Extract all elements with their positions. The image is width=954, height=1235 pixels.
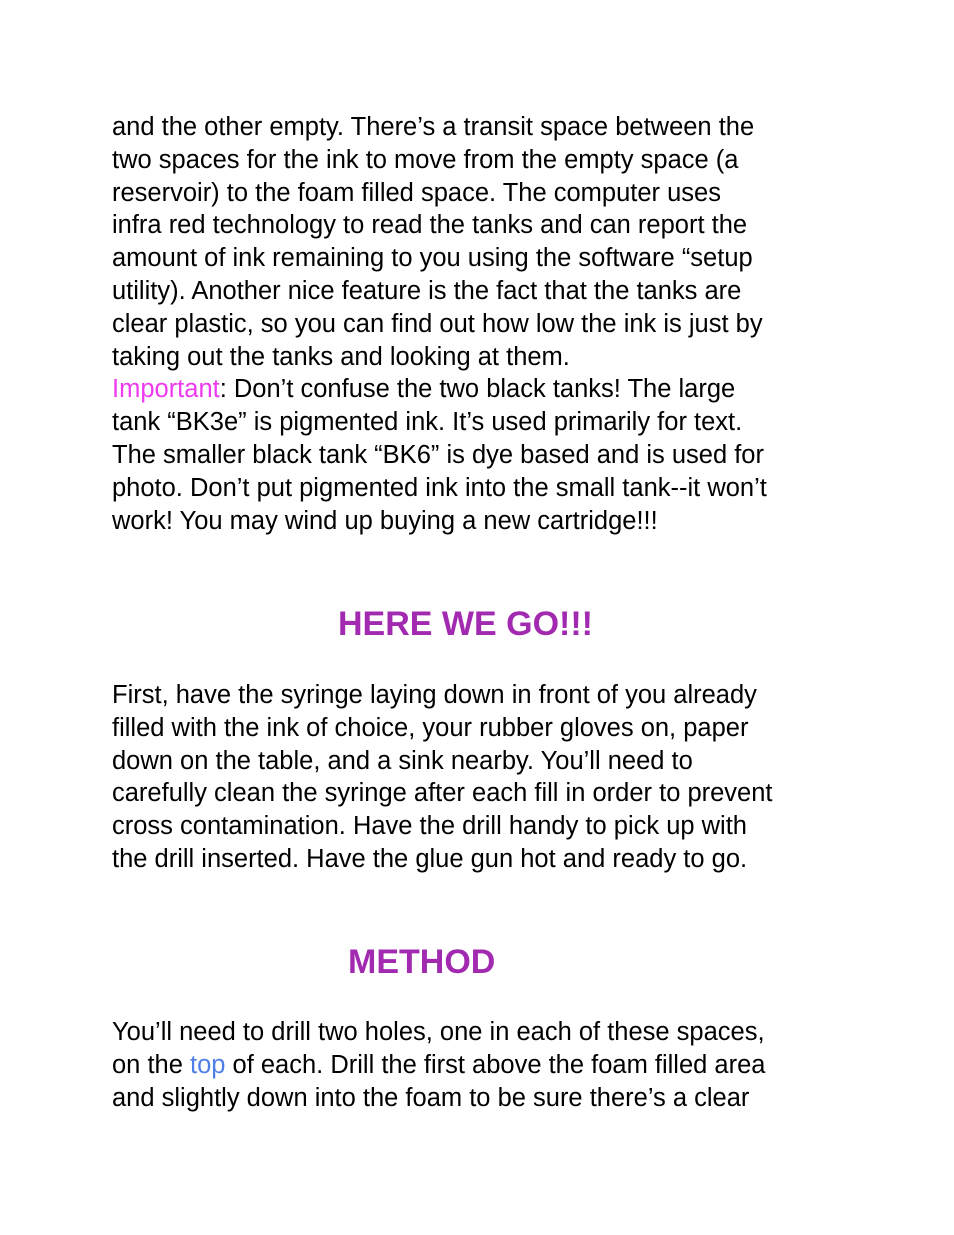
paragraph-line: The smaller black tank “BK6” is dye based and is used for <box>112 440 764 469</box>
paragraph-preparation <box>112 679 852 876</box>
paragraph-line: and slightly down into the foam to be sure there’s a clear <box>112 1083 750 1112</box>
paragraph-line: clear plastic, so you can find out how low the ink is just by <box>112 309 763 338</box>
paragraph-text: on the <box>112 1050 190 1079</box>
paragraph-text: of each. Drill the first above the foam filled area <box>225 1050 766 1079</box>
important-note-text: : Don’t confuse the two black tanks! The large <box>219 375 736 404</box>
paragraph-line-with-link <box>112 1049 852 1082</box>
paragraph-line: carefully clean the syringe after each fill in order to prevent <box>112 779 773 808</box>
paragraph-line: You’ll need to drill two holes, one in each of these spaces, <box>112 1018 765 1046</box>
paragraph-method <box>112 1016 852 1114</box>
paragraph-line: photo. Don’t put pigmented ink into the small tank--it won’t <box>112 473 767 502</box>
paragraph-line: amount of ink remaining to you using the software “setup <box>112 244 753 273</box>
important-note-first-line <box>112 373 852 406</box>
top-link[interactable]: top <box>189 1050 226 1079</box>
heading-here-we-go: HERE WE GO!!! <box>338 605 593 643</box>
paragraph-tank-description <box>112 111 852 537</box>
paragraph-line: First, have the syringe laying down in front of you already <box>112 681 757 709</box>
paragraph-line: down on the table, and a sink nearby. You’ll need to <box>112 746 693 775</box>
paragraph-line: cross contamination. Have the drill handy to pick up with <box>112 812 747 841</box>
heading-method: METHOD <box>348 943 496 981</box>
important-label: Important <box>112 375 220 404</box>
paragraph-line: infra red technology to read the tanks and can report the <box>112 211 748 240</box>
paragraph-line: the drill inserted. Have the glue gun hot and ready to go. <box>112 844 748 873</box>
paragraph-line: utility). Another nice feature is the fact that the tanks are <box>112 276 742 305</box>
paragraph-line: tank “BK3e” is pigmented ink. It’s used primarily for text. <box>112 408 743 437</box>
paragraph-line: two spaces for the ink to move from the empty space (a <box>112 145 739 174</box>
paragraph-line: filled with the ink of choice, your rubber gloves on, paper <box>112 713 749 742</box>
paragraph-line: taking out the tanks and looking at them. <box>112 342 570 371</box>
paragraph-line: and the other empty. There’s a transit space between the <box>112 113 755 141</box>
paragraph-line: work! You may wind up buying a new cartridge!!! <box>112 506 658 535</box>
paragraph-line: reservoir) to the foam filled space. The computer uses <box>112 178 721 207</box>
